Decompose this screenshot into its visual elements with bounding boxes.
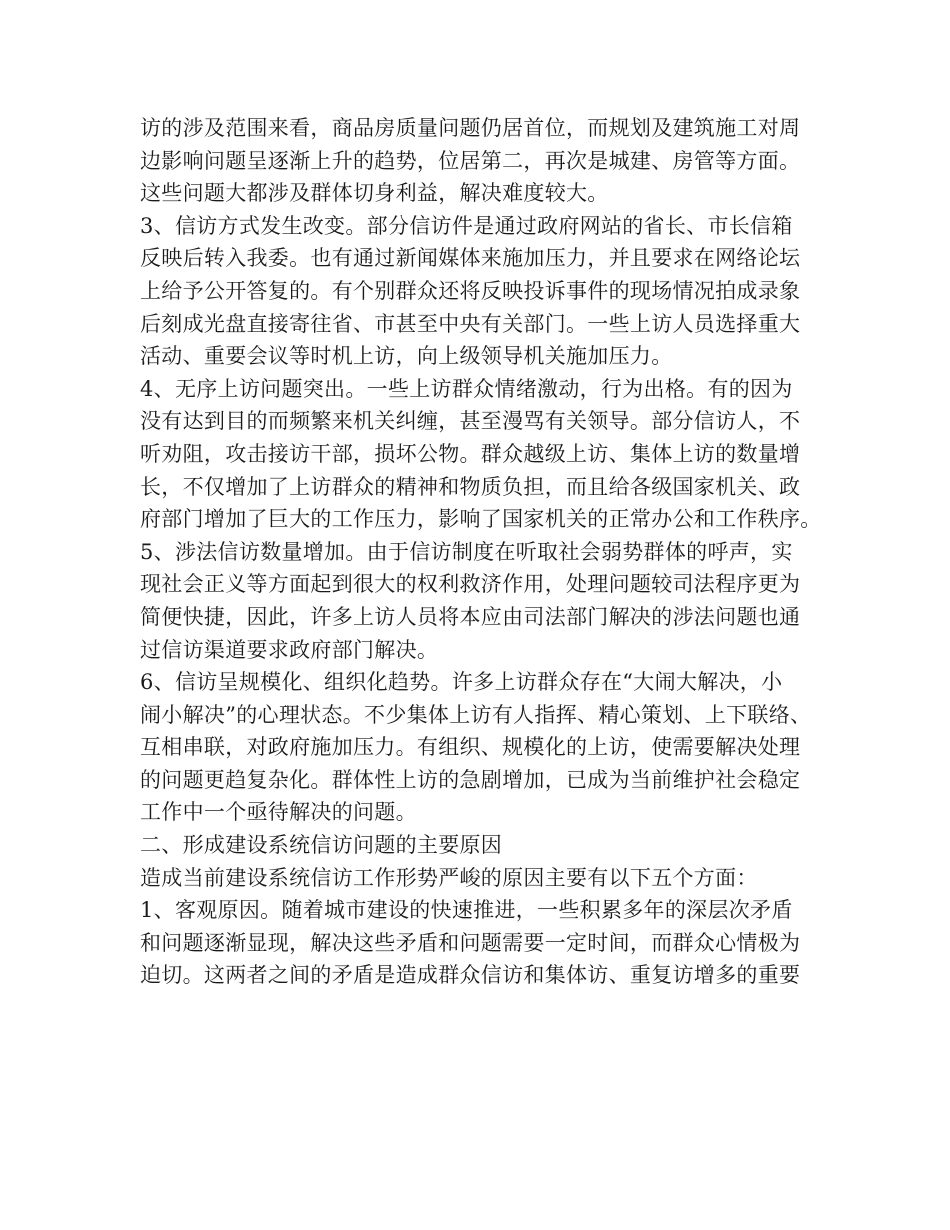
text-line: 工作中一个亟待解决的问题。 <box>140 800 417 825</box>
text-line: 听劝阻，攻击接访干部，损坏公物。群众越级上访、集体上访的数量增 <box>140 441 801 466</box>
text-line: 互相串联，对政府施加压力。有组织、规模化的上访，使需要解决处理 <box>140 735 801 760</box>
text-line: 造成当前建设系统信访工作形势严峻的原因主要有以下五个方面： <box>140 865 758 890</box>
text-line: 和问题逐渐显现，解决这些矛盾和问题需要一定时间，而群众心情极为 <box>140 930 801 955</box>
text-line: 上给予公开答复的。有个别群众还将反映投诉事件的现场情况拍成录象 <box>140 278 801 303</box>
text-line: 闹小解决”的心理状态。不少集体上访有人指挥、精心策划、上下联络、 <box>140 702 812 727</box>
text-line: 1、客观原因。随着城市建设的快速推进，一些积累多年的深层次矛盾 <box>140 898 793 923</box>
text-line: 后刻成光盘直接寄往省、市甚至中央有关部门。一些上访人员选择重大 <box>140 311 801 336</box>
text-line: 这些问题大都涉及群体切身利益，解决难度较大。 <box>140 181 609 206</box>
text-line: 4、无序上访问题突出。一些上访群众情绪激动，行为出格。有的因为 <box>140 376 793 401</box>
text-line: 边影响问题呈逐渐上升的趋势，位居第二，再次是城建、房管等方面。 <box>140 148 801 173</box>
document-body <box>140 112 840 992</box>
text-line: 访的涉及范围来看，商品房质量问题仍居首位，而规划及建筑施工对周 <box>140 116 801 140</box>
section-heading: 二、形成建设系统信访问题的主要原因 <box>140 833 503 858</box>
text-line: 迫切。这两者之间的矛盾是造成群众信访和集体访、重复访增多的重要 <box>140 963 801 988</box>
text-line: 府部门增加了巨大的工作压力，影响了国家机关的正常办公和工作秩序。 <box>140 507 822 532</box>
text-line: 没有达到目的而频繁来机关纠缠，甚至漫骂有关领导。部分信访人，不 <box>140 409 801 434</box>
text-line: 的问题更趋复杂化。群体性上访的急剧增加，已成为当前维护社会稳定 <box>140 767 801 792</box>
text-line: 3、信访方式发生改变。部分信访件是通过政府网站的省长、市长信箱 <box>140 213 793 238</box>
text-line: 现社会正义等方面起到很大的权利救济作用，处理问题较司法程序更为 <box>140 572 801 597</box>
text-line: 5、涉法信访数量增加。由于信访制度在听取社会弱势群体的呼声，实 <box>140 539 793 564</box>
text-line: 简便快捷，因此，许多上访人员将本应由司法部门解决的涉法问题也通 <box>140 604 801 629</box>
text-line: 反映后转入我委。也有通过新闻媒体来施加压力，并且要求在网络论坛 <box>140 246 801 271</box>
text-line: 长，不仅增加了上访群众的精神和物质负担，而且给各级国家机关、政 <box>140 474 801 499</box>
text-line: 过信访渠道要求政府部门解决。 <box>140 637 439 662</box>
text-line: 6、信访呈规模化、组织化趋势。许多上访群众存在“大闹大解决，小 <box>140 670 783 695</box>
text-line: 活动、重要会议等时机上访，向上级领导机关施加压力。 <box>140 344 673 369</box>
